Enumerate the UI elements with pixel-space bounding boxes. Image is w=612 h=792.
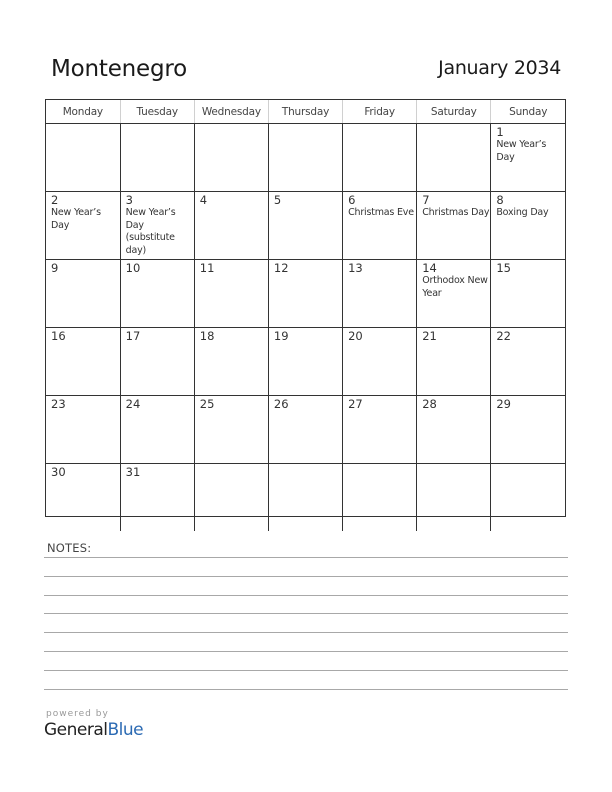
- day-cell: [491, 124, 565, 192]
- holiday-label: New Year’s Day (substitute day): [125, 207, 176, 256]
- note-line: [44, 651, 568, 652]
- day-number: 1: [496, 125, 504, 139]
- day-number: 11: [199, 261, 215, 275]
- week-row: [46, 124, 565, 192]
- day-number: 4: [199, 193, 208, 207]
- day-number: 22: [496, 329, 511, 343]
- day-cell: [194, 192, 268, 260]
- weekday-header: Sunday: [491, 100, 565, 124]
- day-cell: [46, 328, 120, 396]
- day-cell: [343, 124, 417, 192]
- holiday-label: Boxing Day: [496, 207, 549, 218]
- week-row: [46, 396, 565, 464]
- day-number: 24: [125, 397, 141, 411]
- day-number: 7: [422, 193, 430, 207]
- notes-label: NOTES:: [47, 541, 92, 555]
- day-cell: [268, 124, 342, 192]
- day-number: 30: [51, 465, 66, 479]
- weekday-header: Tuesday: [120, 100, 194, 124]
- day-cell: [417, 192, 491, 260]
- weekday-header: Wednesday: [194, 100, 268, 124]
- day-cell: [46, 124, 120, 192]
- day-number: 19: [273, 329, 289, 343]
- weekday-header: Thursday: [268, 100, 342, 124]
- day-cell: [120, 124, 194, 192]
- day-number: 13: [348, 261, 363, 275]
- day-cell: [491, 328, 565, 396]
- day-cell: [343, 192, 417, 260]
- day-cell: [46, 192, 120, 260]
- day-cell: [491, 260, 565, 328]
- day-cell: [491, 464, 565, 532]
- week-row: [46, 260, 565, 328]
- day-number: 29: [496, 397, 511, 411]
- day-number: 16: [51, 329, 66, 343]
- day-cell: [268, 328, 342, 396]
- day-cell: [417, 396, 491, 464]
- note-line: [44, 689, 568, 690]
- holiday-label: Christmas Eve: [348, 207, 414, 218]
- holiday-label: New Year’s Day: [51, 207, 101, 231]
- day-number: 20: [348, 329, 363, 343]
- country-title: Montenegro: [51, 56, 188, 82]
- day-cell: [194, 260, 268, 328]
- brand-blue: Blue: [107, 720, 144, 740]
- week-row: [46, 192, 565, 260]
- day-cell: [120, 328, 194, 396]
- day-cell: [120, 260, 194, 328]
- day-cell: [120, 464, 194, 532]
- day-cell: [120, 192, 194, 260]
- day-number: 6: [348, 193, 356, 207]
- day-number: 10: [125, 261, 141, 275]
- note-line: [44, 576, 568, 577]
- day-number: 25: [199, 397, 215, 411]
- weekday-header: Friday: [343, 100, 417, 124]
- week-row: [46, 464, 565, 532]
- day-number: 21: [422, 329, 437, 343]
- day-cell: [343, 396, 417, 464]
- day-cell: [417, 328, 491, 396]
- day-number: 17: [125, 329, 141, 343]
- note-line: [44, 632, 568, 633]
- day-cell: [491, 396, 565, 464]
- day-number: 15: [496, 261, 511, 275]
- holiday-label: New Year’s Day: [496, 139, 547, 163]
- day-cell: [46, 260, 120, 328]
- day-cell: [46, 464, 120, 532]
- day-number: 12: [273, 261, 289, 275]
- day-cell: [194, 464, 268, 532]
- day-number: 27: [348, 397, 363, 411]
- day-number: 9: [51, 261, 59, 275]
- day-cell: [491, 192, 565, 260]
- calendar-grid: [45, 99, 566, 517]
- note-line: [44, 670, 568, 671]
- holiday-label: Orthodox New Year: [422, 275, 488, 299]
- day-number: 18: [199, 329, 215, 343]
- day-number: 28: [422, 397, 437, 411]
- day-cell: [268, 396, 342, 464]
- day-cell: [268, 260, 342, 328]
- day-number: 26: [273, 397, 289, 411]
- day-cell: [417, 464, 491, 532]
- weekday-header-row: [46, 100, 565, 124]
- note-line: [44, 595, 568, 596]
- brand-general: General: [44, 720, 108, 740]
- day-cell: [343, 328, 417, 396]
- day-cell: [120, 396, 194, 464]
- day-cell: [268, 464, 342, 532]
- day-cell: [417, 260, 491, 328]
- day-number: 14: [422, 261, 437, 275]
- day-cell: [343, 464, 417, 532]
- day-number: 5: [273, 193, 282, 207]
- week-row: [46, 328, 565, 396]
- day-number: 3: [125, 193, 133, 207]
- day-cell: [194, 396, 268, 464]
- month-title: January 2034: [438, 57, 561, 79]
- note-line: [44, 557, 568, 558]
- weekday-header: Saturday: [417, 100, 491, 124]
- weekday-header: Monday: [46, 100, 120, 124]
- day-cell: [194, 328, 268, 396]
- day-number: 2: [51, 193, 59, 207]
- day-number: 23: [51, 397, 66, 411]
- day-cell: [194, 124, 268, 192]
- day-cell: [268, 192, 342, 260]
- day-cell: [343, 260, 417, 328]
- day-cell: [417, 124, 491, 192]
- note-line: [44, 613, 568, 614]
- day-number: 31: [125, 465, 141, 479]
- day-cell: [46, 396, 120, 464]
- generalblue-logo: [44, 720, 143, 740]
- holiday-label: Christmas Day: [422, 207, 490, 218]
- powered-by-text: powered by: [46, 709, 109, 719]
- day-number: 8: [496, 193, 504, 207]
